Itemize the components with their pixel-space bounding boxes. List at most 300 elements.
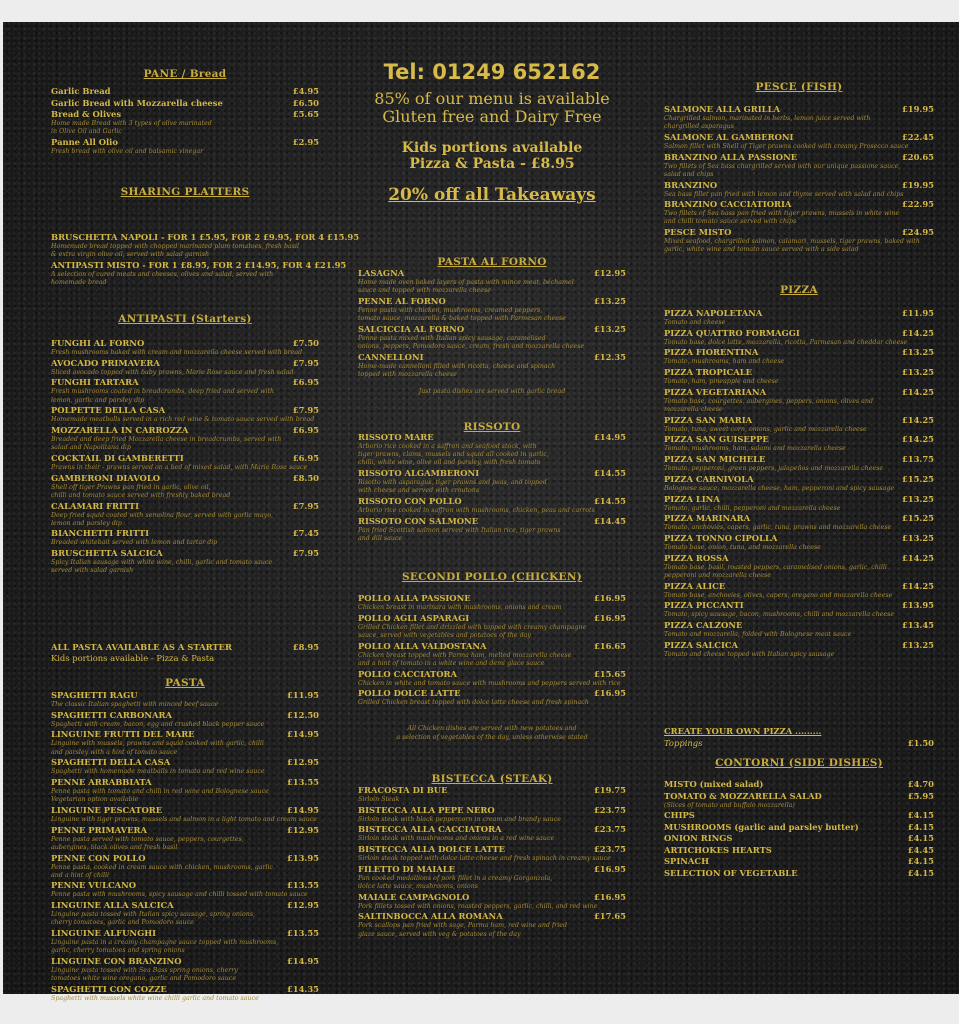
item-name: POLLO AGLI ASPARAGI — [358, 612, 470, 623]
menu-item-pizza-salcica — [664, 640, 934, 651]
menu-item-branzino-alla-passione — [664, 152, 934, 163]
menu-item-linguine-con-branzino — [51, 956, 319, 967]
item-description: topped with mozzarella cheese — [358, 370, 457, 378]
item-name: POLPETTE DELLA CASA — [51, 405, 166, 416]
menu-item-pizza-calzone — [664, 620, 934, 631]
item-name: RISSOTO MARE — [358, 432, 434, 442]
item-price: £19.75 — [593, 785, 626, 795]
item-price: £23.75 — [593, 804, 626, 815]
item-name: BRUSCHETTA NAPOLI - FOR 1 £5.95, FOR 2 £9.95, FOR 4 £15.95 — [51, 232, 360, 242]
item-name: MUSHROOMS (garlic and parsley butter) — [664, 821, 859, 832]
item-description: sauce, served with vegetables and potatoes of the day — [358, 631, 531, 639]
item-name: LINGUINE FRUTTI DEL MARE — [51, 729, 195, 740]
item-price: £16.95 — [593, 891, 626, 902]
section-title-pollo: SECONDI POLLO (CHICKEN) — [401, 571, 583, 583]
item-price: £11.95 — [286, 690, 319, 700]
menu-item-spinach — [664, 856, 934, 867]
item-price: £5.65 — [292, 109, 319, 119]
item-description: Spaghetti with homemade meatballs in tomato and red wine sauce — [51, 768, 265, 776]
takeaway-discount: 20% off all Takeaways — [388, 185, 596, 205]
item-price: £16.95 — [593, 612, 626, 623]
item-price: £14.45 — [593, 515, 626, 526]
menu-item-branzino — [664, 180, 934, 191]
menu-item-penne-vulcano — [51, 880, 319, 891]
menu-item-chips — [664, 810, 934, 821]
item-description: Spaghetti with mussels white wine chilli garlic and tomato sauce — [51, 994, 259, 1002]
item-description: Linguine with tiger prawns, mussels and salmon in a light tomato and cream sauce — [51, 815, 318, 823]
menu-item-pizza-tropicale — [664, 367, 934, 378]
item-price: £19.95 — [901, 104, 934, 114]
menu-item-salmone-al-gamberoni — [664, 132, 934, 143]
item-price: £15.25 — [901, 473, 934, 484]
menu-item-pollo-cacciatora — [358, 669, 626, 680]
menu-item-mushrooms-garlic-and-parsley-butter — [664, 822, 934, 833]
item-name: SALCICCIA AL FORNO — [358, 323, 465, 334]
item-price: £7.95 — [292, 500, 319, 511]
item-price: £4.15 — [907, 833, 934, 844]
item-description: chilli, white wine, olive oil and parsley, with fresh tomato — [358, 459, 541, 467]
item-description: and chilli tomato sauce served with chips — [664, 218, 797, 226]
item-price: £5.95 — [907, 790, 934, 801]
item-name: PIZZA SALCICA — [664, 639, 739, 650]
item-description: mozzarella cheese — [664, 406, 723, 413]
menu-item-tomato-mozzarella-salad — [664, 791, 934, 802]
item-description: glaze sauce, served with veg & potatoes of the day — [358, 930, 521, 938]
menu-item-pollo-alla-passione — [358, 593, 626, 604]
chicken-note-line2: a selection of vegetables of the day, unless otherwise stated — [396, 734, 588, 741]
item-price: £12.35 — [593, 351, 626, 362]
gluten-free-note-line2: Gluten free and Dairy Free — [382, 107, 602, 126]
item-name: RISSOTO CON POLLO — [358, 496, 462, 506]
item-name: PIZZA QUATTRO FORMAGGI — [664, 327, 800, 338]
item-name: PIZZA FIORENTINA — [664, 347, 759, 358]
item-description: Sirloin Steak — [358, 796, 400, 803]
kids-portions-line2: Pizza & Pasta - £8.95 — [409, 156, 575, 172]
item-price: £13.25 — [901, 367, 934, 378]
menu-item-garlic-bread — [51, 86, 319, 97]
item-name: LINGUINE ALFUNGHI — [51, 928, 157, 938]
kids-portions-label: Kids portions available - Pizza & Pasta — [51, 653, 215, 663]
menu-item-funghi-tartara — [51, 377, 319, 388]
item-name: PIZZA TONNO CIPOLLA — [664, 532, 778, 543]
item-description: Pork scallops pan fried with sage, Parma ham, red wine and fried — [358, 922, 568, 930]
item-description: cherry tomatoes, garlic and Pomodoro sauce — [51, 919, 194, 927]
toppings-price: £1.50 — [907, 738, 934, 748]
section-title-bistecca: BISTECCA (STEAK) — [431, 773, 553, 785]
item-name: POLLO ALLA VALDOSTANA — [358, 640, 487, 651]
item-price: £6.95 — [292, 452, 319, 463]
item-description: Two fillets of Sea bass chargrilled served with our unique passione sauce, — [664, 162, 901, 170]
item-name: LINGUINE PESCATORE — [51, 804, 163, 815]
item-name: PENNE ARRABBIATA — [51, 777, 152, 787]
item-price: £13.55 — [286, 777, 319, 787]
item-description: Breaded whitebait served with lemon and tartar dip — [51, 539, 218, 547]
item-price: £4.15 — [907, 867, 934, 878]
section-title-pane: PANE / Bread — [143, 68, 227, 80]
item-name: PIZZA ROSSA — [664, 552, 729, 563]
item-description: salad and chips — [664, 170, 714, 178]
item-description: Chargrilled salmon, marinated in herbs, lemon juice served with — [664, 115, 871, 122]
menu-item-avocado-primavera — [51, 358, 319, 369]
item-description: tomatoes white wine oregano, garlic and Pomodoro sauce — [51, 975, 237, 983]
item-name: POLLO DOLCE LATTE — [358, 688, 461, 699]
item-description: Spaghetti with cream, bacon, egg and crushed black pepper sauce — [51, 720, 265, 728]
item-price: £13.25 — [901, 532, 934, 543]
item-name: BISTECCA ALLA PEPE NERO — [358, 804, 495, 815]
section-title-pasta: PASTA — [165, 677, 205, 689]
item-description: Tomato, garlic, chilli, pepperoni and mozzarella cheese — [664, 504, 841, 512]
item-name: PIZZA SAN GUISEPPE — [664, 434, 769, 445]
item-description: Salmon fillet with Shell of Tiger prawns cooked with creamy Prosecco sauce — [664, 142, 909, 150]
item-price: £12.95 — [286, 757, 319, 768]
menu-item-pizza-tonno-cipolla — [664, 533, 934, 544]
item-name: RISSOTO ALGAMBERONI — [358, 468, 480, 479]
kids-portions-note — [51, 653, 319, 664]
item-description: Home made Bread with 3 types of olive marinated — [51, 120, 212, 127]
item-name: SPAGHETTI RAGU — [51, 690, 138, 700]
menu-item-cannelloni — [358, 352, 626, 363]
item-price: £14.35 — [286, 983, 319, 994]
item-description: Sirloin steak with black peppercorn in cream and brandy sauce — [358, 815, 561, 823]
item-price: £4.70 — [907, 779, 934, 789]
item-description: and a hint of chilli — [51, 871, 110, 879]
item-name: ANTIPASTI MISTO - FOR 1 £8.95, FOR 2 £14.95, FOR 4 £21.95 — [51, 259, 347, 270]
menu-item-selection-of-vegetable — [664, 868, 934, 879]
item-name: BRUSCHETTA SALCICA — [51, 548, 163, 559]
menu-item-branzino-cacciatioria — [664, 199, 934, 210]
menu-item-cocktail-di-gamberetti — [51, 453, 319, 464]
menu-item-pizza-san-maria — [664, 415, 934, 426]
item-price: £14.25 — [901, 414, 934, 425]
menu-item-linguine-frutti-del-mare — [51, 729, 319, 740]
toppings-label: Toppings — [664, 738, 703, 748]
menu-item-spaghetti-della-casa — [51, 757, 319, 768]
item-description: Tomato and mozzarella, folded with Bolognese meat sauce — [664, 630, 852, 638]
item-name: POLLO CACCIATORA — [358, 668, 458, 679]
item-name: MAIALE CAMPAGNOLO — [358, 891, 470, 902]
item-name: Garlic Bread — [51, 86, 111, 96]
item-price: £7.45 — [292, 528, 319, 539]
item-price: £20.65 — [901, 151, 934, 162]
item-name: Bread & Olives — [51, 109, 122, 119]
item-description: Mixed seafood, chargrilled salmon, calamari, mussels, tiger prawns, baked with — [664, 238, 920, 246]
menu-item-pizza-san-michele — [664, 454, 934, 465]
item-price: £22.95 — [901, 199, 934, 210]
menu-item-pizza-lina — [664, 494, 934, 505]
menu-item-rissoto-mare — [358, 432, 626, 443]
item-name: PIZZA SAN MICHELE — [664, 454, 766, 465]
item-name: PIZZA NAPOLETANA — [664, 308, 763, 318]
item-price: £7.50 — [292, 338, 319, 348]
item-price: £14.55 — [593, 468, 626, 479]
menu-item-calamari-fritti — [51, 501, 319, 512]
item-description: Penne pasta with tomato and chilli in red wine and Bolognese sauce — [51, 788, 269, 795]
item-name: MOZZARELLA IN CARROZZA — [51, 425, 189, 435]
item-description: Fresh mushrooms coated in breadcrumbs, deep fried and served with — [51, 388, 275, 396]
chicken-note-line1: All Chicken dishes are served with new potatoes and — [407, 725, 577, 732]
item-price: £14.25 — [901, 552, 934, 563]
item-description: in Olive Oil and Garlic — [51, 128, 122, 136]
item-name: SPAGHETTI DELLA CASA — [51, 757, 171, 768]
item-price: £13.25 — [593, 295, 626, 306]
item-description: Arborio rice cooked in saffron with mushrooms, chicken, peas and carrots — [358, 507, 595, 514]
item-description: chargrilled asparagus — [664, 123, 735, 131]
item-description: garlic, white wine and tomato sauce served with a side salad — [664, 246, 859, 254]
item-description: Two fillets of Sea bass pan fried with tiger prawns, mussels in white wine — [664, 210, 900, 218]
menu-item-bistecca-alla-pepe-nero — [358, 805, 626, 816]
item-description: Linguine pasta in a creamy champagne sauce topped with mushrooms, — [51, 939, 279, 946]
item-description: Fresh mushrooms baked with cream and mozzarella cheese served with bread — [51, 349, 303, 356]
menu-item-pizza-san-guiseppe — [664, 434, 934, 445]
item-description: Homemade bread topped with chopped marinated plum tomatoes, fresh basil — [51, 243, 299, 250]
item-description: Grilled Chicken breast topped with dolce latte cheese and fresh spinach — [358, 699, 589, 707]
item-price: £4.95 — [292, 86, 319, 96]
item-description: Tomato base, onion, tuna, and mozzarella cheese — [664, 543, 821, 551]
item-description: A selection of cured meats and cheeses, olives and salad, served with — [51, 270, 274, 278]
item-name: BRANZINO ALLA PASSIONE — [664, 151, 798, 162]
item-price: £13.75 — [901, 454, 934, 465]
item-description: Chicken breast topped with Parma ham, melted mozzarella cheese — [358, 651, 572, 659]
item-description: Fresh bread with olive oil and balsamic vinegar — [51, 147, 204, 155]
item-description: Chicken in white and tomato sauce with mushrooms and peppers served with rice — [358, 679, 621, 687]
menu-item-pollo-dolce-latte — [358, 688, 626, 699]
item-price: £14.25 — [901, 327, 934, 338]
menu-item-pizza-quattro-formaggi — [664, 328, 934, 339]
item-description: Linguine pasta tossed with Sea Bass spring onions, cherry — [51, 966, 238, 974]
item-description: chilli and tomato sauce served with freshly baked bread — [51, 491, 231, 499]
item-description: homemade bread — [51, 279, 107, 287]
item-price: £13.95 — [286, 852, 319, 863]
item-description: Home made oven baked layers of pasta with mince meat, béchamel — [358, 279, 574, 286]
item-description: (Slices of tomato and buffalo mozzarella) — [664, 801, 795, 809]
menu-board — [3, 22, 959, 1002]
item-price: £14.25 — [901, 580, 934, 591]
pasta-starter-note — [51, 642, 319, 653]
menu-item-linguine-alla-salcica — [51, 900, 319, 911]
menu-item-artichokes-hearts — [664, 845, 934, 856]
item-name: PIZZA ALICE — [664, 580, 726, 591]
item-description: Bolognese sauce, mozzarella cheese, ham, pepperoni and spicy sausage — [664, 484, 895, 492]
item-description: Tomato, mushrooms, ham, salami and mozzarella cheese — [664, 445, 846, 453]
item-description: Tomato base, dolce latte, mozzarella, ricotta, Parmesan and cheddar cheese — [664, 338, 908, 346]
item-description: Grilled Chicken fillet and drizzled with topped with creamy champagne — [358, 623, 587, 631]
item-description: Shell off tiger Prawns pan fried in garlic, olive oil, — [51, 483, 211, 491]
item-price: £13.55 — [286, 880, 319, 891]
item-description: Tomato, pepperoni, green peppers, jalapeños and mozzarella cheese — [664, 465, 884, 473]
item-price: £4.15 — [907, 810, 934, 821]
item-description: Pork fillets tossed with onions, roasted peppers, garlic, chilli, and red wine — [358, 902, 598, 910]
item-price: £16.95 — [593, 593, 626, 603]
item-name: RISSOTO CON SALMONE — [358, 515, 479, 526]
menu-item-fracosta-di-bue — [358, 785, 626, 796]
menu-item-spaghetti-con-cozze — [51, 984, 319, 995]
item-price: £14.95 — [286, 729, 319, 740]
menu-item-linguine-alfunghi — [51, 928, 319, 939]
item-name: AVOCADO PRIMAVERA — [51, 357, 160, 368]
item-description: Penne pasta with chicken, mushrooms, creamed peppers, — [358, 306, 543, 314]
item-price: £13.95 — [901, 600, 934, 611]
item-description: aubergines, black olives and fresh basil — [51, 843, 178, 851]
item-description: Linguine with mussels, prawns and squid cooked with garlic, chilli — [51, 740, 264, 748]
menu-item-linguine-pescatore — [51, 805, 319, 816]
item-name: Garlic Bread with Mozzarella cheese — [51, 97, 223, 108]
item-name: SELECTION OF VEGETABLE — [664, 867, 798, 878]
item-name: TOMATO & MOZZARELLA SALAD — [664, 790, 822, 801]
item-description: and a hint of tomato in a white wine and demi glace sauce — [358, 659, 545, 667]
item-name: PESCE MISTO — [664, 227, 732, 238]
section-title-rissoto: RISSOTO — [463, 421, 521, 433]
item-name: BIANCHETTI FRITTI — [51, 528, 150, 539]
item-description: Tomato, ham, pineapple and cheese — [664, 378, 779, 386]
item-price: £11.95 — [901, 308, 934, 318]
menu-item-rissoto-con-salmone — [358, 516, 626, 527]
menu-item-pizza-fiorentina — [664, 347, 934, 358]
menu-item-bistecca-alla-cacciatora — [358, 824, 626, 835]
item-description: Tomato and cheese — [664, 319, 726, 326]
item-description: The classic Italian spaghetti with minced beef sauce — [51, 701, 219, 708]
item-name: FUNGHI AL FORNO — [51, 338, 145, 348]
item-description: and parsley with a hint of tomato sauce — [51, 748, 178, 756]
item-price: £7.95 — [292, 548, 319, 559]
item-price: £6.95 — [292, 377, 319, 388]
item-name: PENNE CON POLLO — [51, 852, 146, 863]
item-description: Home-made cannelloni filled with ricotta, cheese and spinach — [358, 362, 556, 370]
item-price: £13.25 — [593, 323, 626, 334]
item-price: £13.45 — [901, 619, 934, 630]
item-name: ARTICHOKES HEARTS — [664, 844, 772, 855]
item-price: £6.50 — [292, 97, 319, 108]
item-price: £2.95 — [292, 136, 319, 147]
item-price: £4.45 — [907, 844, 934, 855]
item-description: lemon and parsley dip — [51, 519, 122, 527]
menu-item-gamberoni-diavolo — [51, 473, 319, 484]
item-price: £22.45 — [901, 131, 934, 142]
item-name: Panne All Olio — [51, 136, 118, 147]
item-price: £14.95 — [286, 955, 319, 966]
phone-number: Tel: 01249 652162 — [383, 60, 601, 84]
section-title-sharing: SHARING PLATTERS — [120, 186, 250, 198]
menu-item-pizza-vegetariana — [664, 387, 934, 398]
item-description: Spicy Italian sausage with white wine, chilli, garlic and tomato sauce — [51, 559, 273, 567]
menu-item-pizza-carnivola — [664, 474, 934, 485]
menu-item-salmone-alla-grilla — [664, 104, 934, 115]
gluten-free-note-line1: 85% of our menu is available — [374, 89, 610, 108]
menu-item-lasagna — [358, 268, 626, 279]
item-price: £14.25 — [901, 386, 934, 397]
item-description: & extra virgin olive oil, served with salad garnish — [51, 251, 210, 259]
menu-item-bruschetta-salcica — [51, 548, 319, 559]
menu-item-pesce-misto — [664, 227, 934, 238]
item-price: £15.25 — [901, 513, 934, 524]
item-price: £6.95 — [292, 425, 319, 435]
item-description: Prawns in their - prawns served on a bed of mixed salad, with Marie Rose sauce — [51, 463, 308, 471]
item-description: onions, peppers, Pomodoro sauce, cream, fresh and mozzarella cheese — [358, 343, 585, 350]
item-name: LINGUINE ALLA SALCICA — [51, 900, 174, 911]
item-description: and dill sauce — [358, 534, 403, 542]
item-name: PIZZA CALZONE — [664, 619, 743, 630]
section-title-antipasti: ANTIPASTI (Starters) — [118, 313, 252, 325]
item-description: Penne pasta mixed with Italian spicy sausage, caramelised — [358, 334, 546, 342]
toppings-row — [664, 738, 934, 749]
item-name: GAMBERONI DIAVOLO — [51, 472, 161, 483]
item-name: CHIPS — [664, 810, 695, 821]
item-description: sauce and topped with mozzarella cheese — [358, 287, 491, 295]
item-description: Tomato, mushrooms, ham and cheese — [664, 358, 785, 366]
menu-item-penne-primavera — [51, 825, 319, 836]
item-price: £17.65 — [593, 911, 626, 922]
item-description: Chicken breast in marinara with mushrooms, onions and cream — [358, 604, 562, 611]
item-name: SPAGHETTI CON COZZE — [51, 983, 167, 994]
item-name: BISTECCA ALLA CACCIATORA — [358, 824, 502, 835]
item-description: Tomato base, courgettes, aubergines, peppers, onions, olives and — [664, 397, 874, 405]
item-price: £15.65 — [593, 668, 626, 679]
item-name: BRANZINO — [664, 179, 718, 190]
menu-item-penne-arrabbiata — [51, 777, 319, 788]
item-name: PIZZA LINA — [664, 493, 720, 504]
menu-item-bianchetti-fritti — [51, 528, 319, 539]
item-name: FRACOSTA DI BUE — [358, 785, 448, 795]
item-name: PIZZA MARINARA — [664, 513, 751, 524]
item-name: PENNE AL FORNO — [358, 295, 446, 306]
item-description: Arborio rice cooked in a saffron and seafood stock, with — [358, 443, 537, 450]
item-price: £14.95 — [593, 432, 626, 442]
item-description: tomato sauce, mozzarella & baked topped with Parmesan cheese — [358, 315, 566, 323]
item-price: £19.95 — [901, 179, 934, 190]
item-description: Sea bass fillet pan fried with lemon and thyme served with salad and chips — [664, 190, 904, 198]
section-title-forno: PASTA AL FORNO — [437, 256, 547, 268]
menu-item-antipasti-misto-for-1-8-95-for-2-14-95-for-4-21-95 — [51, 259, 347, 271]
item-description: garlic, cherry tomatoes and spring onions — [51, 947, 185, 955]
item-description: Linguine pasta tossed with Italian spicy sausage, spring onions, — [51, 911, 256, 919]
item-price: £12.95 — [593, 268, 626, 278]
item-name: SPINACH — [664, 856, 709, 867]
menu-item-garlic-bread-with-mozzarella-cheese — [51, 98, 319, 109]
item-price: £14.55 — [593, 496, 626, 506]
item-description: Tomato, anchovies, capers, garlic, tuna, prawns and mozzarella cheese — [664, 524, 892, 532]
item-description: Deep fried squid coated with semolina flour, served with garlic mayo, — [51, 511, 273, 519]
item-name: SALMONE ALLA GRILLA — [664, 104, 780, 114]
item-description: Homemade meatballs served in a rich red wine & tomato sauce served with bread — [51, 416, 315, 424]
item-description: Penne pasta, cooked in cream sauce with chicken, mushrooms, garlic — [51, 863, 274, 871]
menu-item-pizza-rossa — [664, 553, 934, 564]
item-description: Tomato base, basil, roasted peppers, caramelised onions, garlic, chilli — [664, 563, 887, 571]
item-description: Tomato and cheese topped with Italian spicy sausage — [664, 650, 835, 658]
item-name: SALTINBOCCA ALLA ROMANA — [358, 911, 503, 922]
kids-portions-line1: Kids portions available — [401, 140, 583, 156]
item-price: £13.55 — [286, 928, 319, 938]
item-name: PIZZA TROPICALE — [664, 367, 752, 378]
item-description: pepperoni and mozzarella cheese — [664, 571, 771, 579]
item-description: tiger prawns, clams, mussels and squid all cooked in garlic, — [358, 451, 549, 459]
section-title-pizza: PIZZA — [780, 284, 818, 296]
item-price: £4.15 — [907, 821, 934, 832]
item-price: £12.50 — [286, 709, 319, 720]
section-title-pesce: PESCE (FISH) — [755, 81, 843, 93]
menu-item-pollo-alla-valdostana — [358, 641, 626, 652]
item-price: £12.95 — [286, 900, 319, 911]
item-description: dolce latte sauce, mushrooms, onions — [358, 883, 478, 890]
item-price: £13.25 — [901, 493, 934, 504]
item-price: £16.95 — [593, 688, 626, 699]
item-description: Sirloin steak with mushrooms and onions in a red wine sauce — [358, 835, 555, 843]
item-price: £12.95 — [286, 824, 319, 835]
item-price: £16.65 — [593, 640, 626, 651]
menu-item-pizza-piccanti — [664, 600, 934, 611]
item-description: served with salad garnish — [51, 567, 134, 575]
menu-item-spaghetti-carbonara — [51, 710, 319, 721]
item-name: BRANZINO CACCIATIORIA — [664, 199, 792, 210]
item-description: lemon, garlic and parsley dip — [51, 396, 145, 404]
